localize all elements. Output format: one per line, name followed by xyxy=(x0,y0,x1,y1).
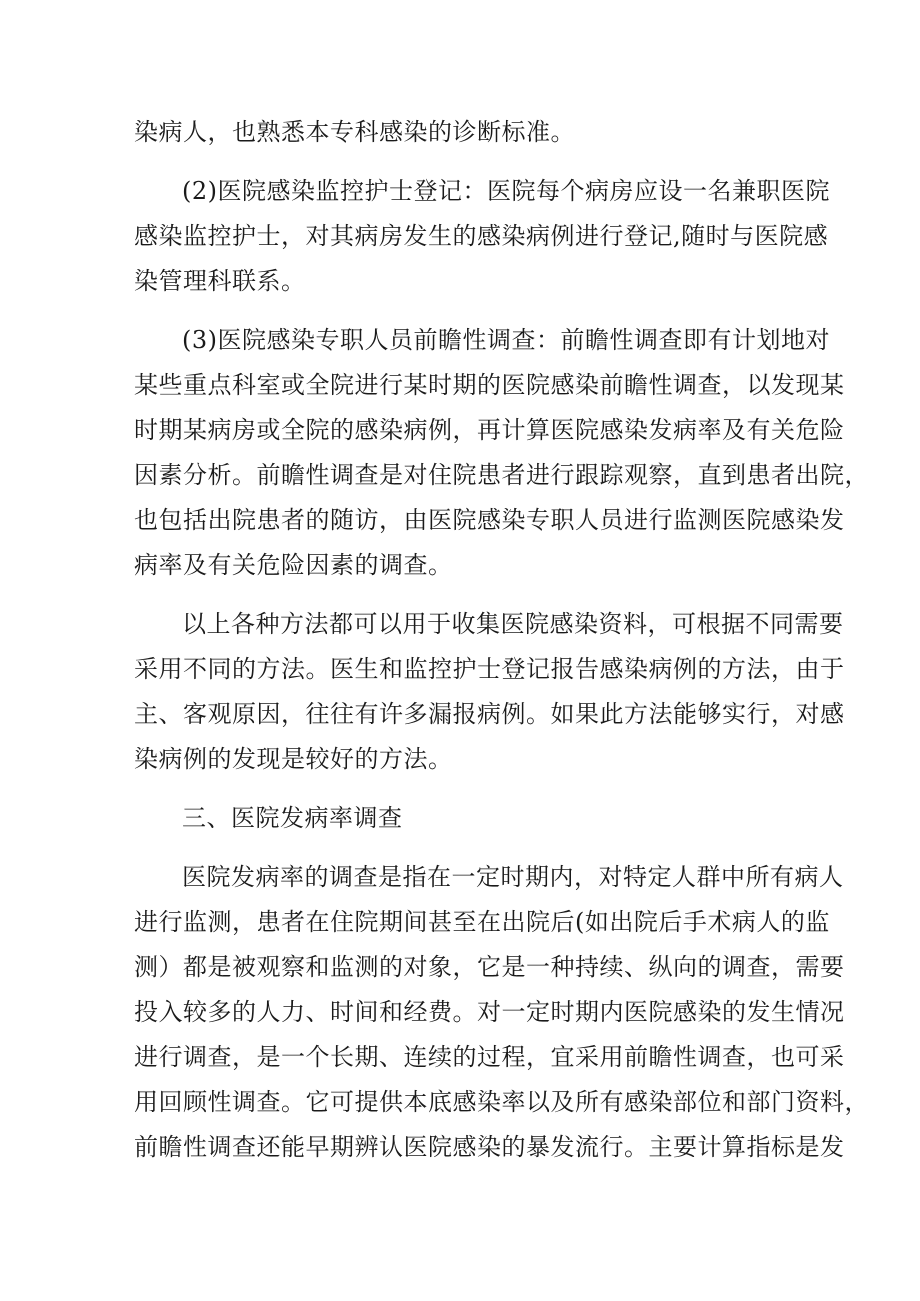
paragraph-methods-summary xyxy=(134,602,845,782)
text-line: (3)医院感染专职人员前瞻性调查：前瞻性调查即有计划地对 xyxy=(182,326,830,354)
paragraph-item-3 xyxy=(134,318,869,588)
text-line: 病率及有关危险因素的调查。 xyxy=(134,551,453,579)
text-line: 用回顾性调查。它可提供本底感染率以及所有感染部位和部门资料， xyxy=(134,1088,869,1116)
section-heading xyxy=(134,796,800,841)
text-line: 以上各种方法都可以用于收集医院感染资料，可根据不同需要 xyxy=(182,610,844,638)
text-line: 也包括出院患者的随访，由医院感染专职人员进行监测医院感染发 xyxy=(134,506,845,534)
text-line: 染病人，也熟悉本专科感染的诊断标准。 xyxy=(134,118,575,146)
text-line: 前瞻性调查还能早期辨认医院感染的暴发流行。主要计算指标是发 xyxy=(134,1133,845,1161)
text-line: 某些重点科室或全院进行某时期的医院感染前瞻性调查，以发现某 xyxy=(134,371,845,399)
text-line: 进行调查，是一个长期、连续的过程，宜采用前瞻性调查，也可采 xyxy=(134,1043,845,1071)
paragraph-continuation xyxy=(134,110,800,155)
text-line: 主、客观原因，往往有许多漏报病例。如果此方法能够实行，对感 xyxy=(134,700,845,728)
text-line: 时期某病房或全院的感染病例，再计算医院感染发病率及有关危险 xyxy=(134,416,845,444)
text-line: 医院发病率的调查是指在一定时期内，对特定人群中所有病人 xyxy=(182,863,844,891)
document-body xyxy=(134,110,869,1170)
text-line: 测）都是被观察和监测的对象，它是一种持续、纵向的调查，需要 xyxy=(134,953,845,981)
paragraph-incidence-survey xyxy=(134,855,869,1170)
text-line: 染病例的发现是较好的方法。 xyxy=(134,745,453,773)
paragraph-item-2 xyxy=(134,169,830,304)
text-line: 投入较多的人力、时间和经费。对一定时期内医院感染的发生情况 xyxy=(134,998,845,1026)
text-line: 进行监测，患者在住院期间甚至在出院后(如出院后手术病人的监 xyxy=(134,908,830,936)
text-line: 采用不同的方法。医生和监控护士登记报告感染病例的方法，由于 xyxy=(134,655,845,683)
text-line: 感染监控护士，对其病房发生的感染病例进行登记,随时与医院感 xyxy=(134,222,829,250)
heading-text: 三、医院发病率调查 xyxy=(182,804,403,832)
text-line: (2)医院感染监控护士登记：医院每个病房应设一名兼职医院 xyxy=(182,177,830,205)
text-line: 染管理科联系。 xyxy=(134,267,306,295)
text-line: 因素分析。前瞻性调查是对住院患者进行跟踪观察，直到患者出院， xyxy=(134,461,869,489)
